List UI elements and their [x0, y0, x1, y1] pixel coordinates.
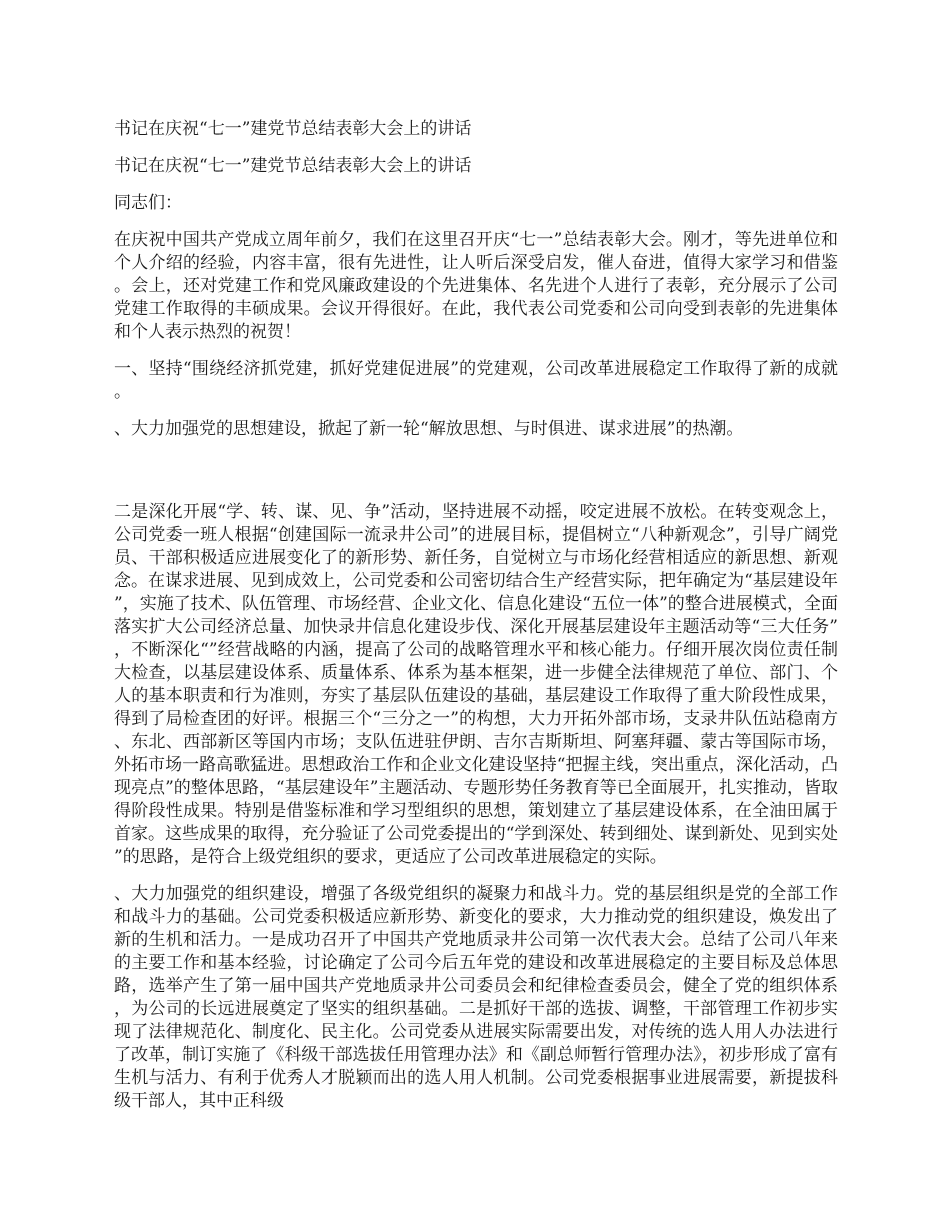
document-subtitle: 书记在庆祝“七一”建党节总结表彰大会上的讲话 [114, 156, 472, 176]
paragraph-section-heading: 一、坚持“围绕经济抓党建，抓好党建促进展”的党建观，公司改革进展稳定工作取得了新的成就。 [114, 359, 838, 402]
paragraph-subheading-ideology: 、大力加强党的思想建设，掀起了新一轮“解放思想、与时俱进、谋求进展”的热潮。 [114, 419, 744, 439]
salutation: 同志们： [114, 193, 182, 213]
paragraph-body: 二是深化开展“学、转、谋、见、争”活动，坚持进展不动摇，咬定进展不放松。在转变观念上，公司党委一班人根据“创建国际一流录井公司”的进展目标，提倡树立“八种新观念”，引导广阔党员、干部积极适应进展变化了的新形势、新任务，自觉树立与市场化经营相适应的新思想、新观念。在谋求进展、见到成效上，公司党委和公司密切结合生产经营实际，把年确定为“基层建设年”，实施了技术、队伍管理、市场经营、企业文化、信息化建设“五位一体”的整合进展模式，全面落实扩大公司经济总量、加快录井信息化建设步伐、深化开展基层建设年主题活动等“三大任务”，不断深化“”经营战略的内涵，提高了公司的战略管理水平和核心能力。仔细开展次岗位责任制大检查，以基层建设体系、质量体系、体系为基本框架，进一步健全法律规范了单位、部门、个人的基本职责和行为准则，夯实了基层队伍建设的基础，基层建设工作取得了重大阶段性成果，得到了局检查团的好评。根据三个“三分之一”的构想，大力开拓外部市场，支录井队伍站稳南方、东北、西部新区等国内市场；支队伍进驻伊朗、吉尔吉斯斯坦、阿塞拜疆、蒙古等国际市场，外拓市场一路高歌猛进。思想政治工作和企业文化建设坚持“把握主线，突出重点，深化活动，凸现亮点”的整体思路，“基层建设年”主题活动、专题形势任务教育等已全面展开，扎实推动，皆取得阶段性成果。特别是借鉴标准和学习型组织的思想，策划建立了基层建设体系，在全油田属于首家。这些成果的取得，充分验证了公司党委提出的“学到深处、转到细处、谋到新处、见到实处”的思路，是符合上级党组织的要求，更适应了公司改革进展稳定的实际。 [114, 502, 838, 867]
document-page [114, 118, 838, 1127]
paragraph-intro: 在庆祝中国共产党成立周年前夕，我们在这里召开庆“七一”总结表彰大会。刚才，等先进单位和个人介绍的经验，内容丰富，很有先进性，让人听后深受启发，催人奋进，值得大家学习和借鉴。会上，还对党建工作和党风廉政建设的个先进集体、名先进个人进行了表彰，充分展示了公司党建工作取得的丰硕成果。会议开得很好。在此，我代表公司党委和公司向受到表彰的先进集体和个人表示热烈的祝贺！ [114, 230, 838, 342]
paragraph-organization: 、大力加强党的组织建设，增强了各级党组织的凝聚力和战斗力。党的基层组织是党的全部工作和战斗力的基础。公司党委积极适应新形势、新变化的要求，大力推动党的组织建设，焕发出了新的生机和活力。一是成功召开了中国共产党地质录井公司第一次代表大会。总结了公司八年来的主要工作和基本经验，讨论确定了公司今后五年党的建设和改革进展稳定的主要目标及总体思路，选举产生了第一届中国共产党地质录井公司委员会和纪律检查委员会，健全了党的组织体系，为公司的长远进展奠定了坚实的组织基础。二是抓好干部的选拔、调整，干部管理工作初步实现了法律规范化、制度化、民主化。公司党委从进展实际需要出发，对传统的选人用人办法进行了改革，制订实施了《科级干部选拔任用管理办法》和《副总师暂行管理办法》，初步形成了富有生机与活力、有利于优秀人才脱颖而出的选人用人机制。公司党委根据事业进展需要，新提拔科级干部人，其中正科级 [114, 884, 838, 1111]
blank-spacer [114, 455, 838, 501]
document-title: 书记在庆祝“七一”建党节总结表彰大会上的讲话 [114, 119, 472, 139]
